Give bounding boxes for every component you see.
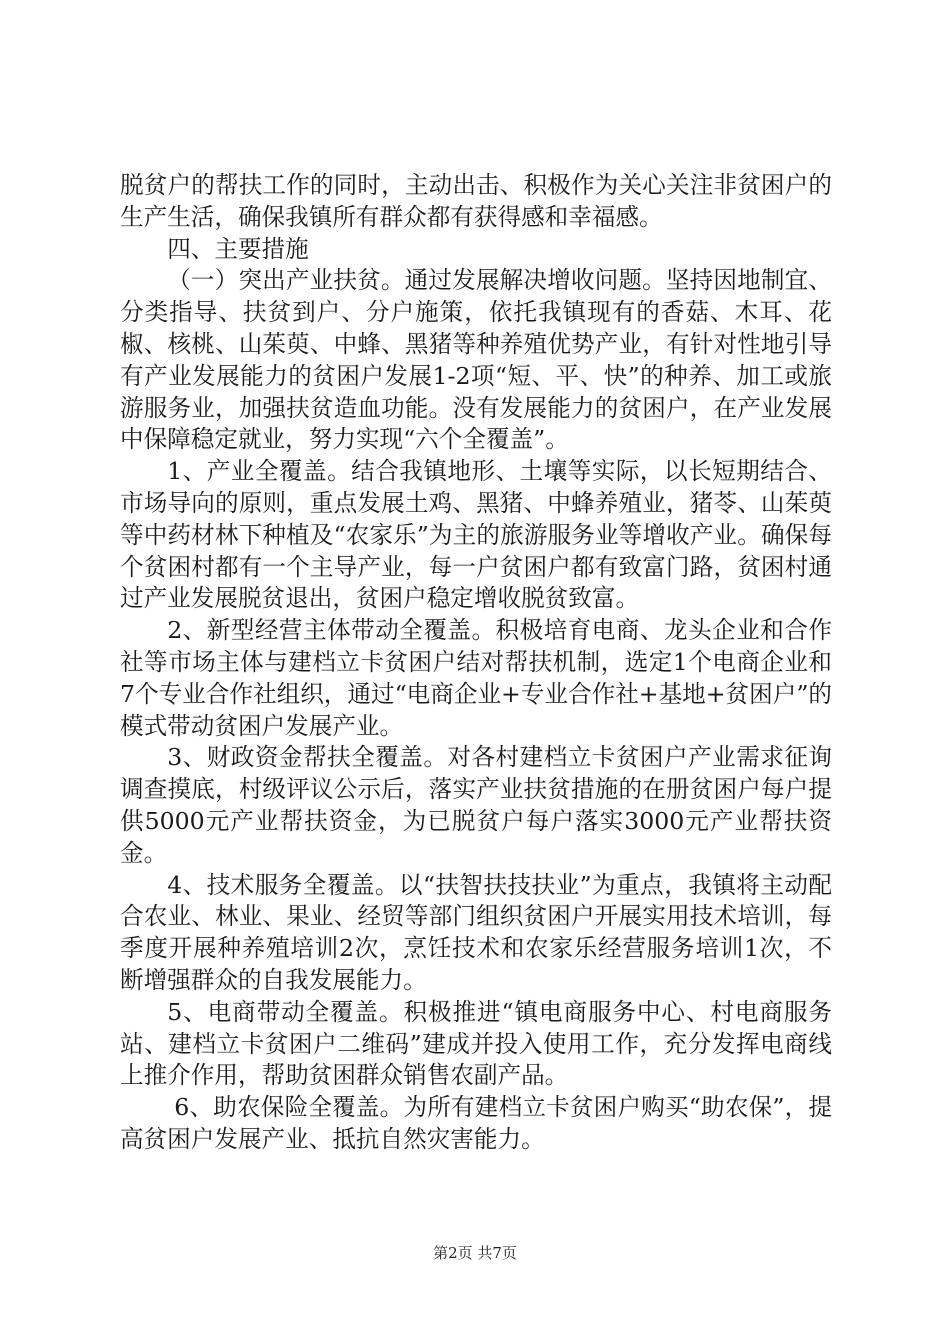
paragraph-continuation: 脱贫户的帮扶工作的同时，主动出击、积极作为关心关注非贫困户的生产生活，确保我镇所有群众都有获得感和幸福感。 [120,171,832,231]
paragraph-industry-poverty-alleviation: （一）突出产业扶贫。通过发展解决增收问题。坚持因地制宜、分类指导、扶贫到户、分户施策，依托我镇现有的香菇、木耳、花椒、核桃、山茱萸、中蜂、黑猪等种养殖优势产业，有针对性地引导有产业发展能力的贫困户发展1-2项“短、平、快”的种养、加工或旅游服务业，加强扶贫造血功能。没有发展能力的贫困户，在产业发展中保障稳定就业，努力实现“六个全覆盖”。 [120,266,832,454]
paragraph-item-5: 5、电商带动全覆盖。积极推进“镇电商服务中心、村电商服务站、建档立卡贫困户二维码”建成并投入使用工作，充分发挥电商线上推介作用，帮助贫困群众销售农副产品。 [120,997,832,1090]
paragraph-item-3: 3、财政资金帮扶全覆盖。对各村建档立卡贫困户产业需求征询调查摸底，村级评议公示后，落实产业扶贫措施的在册贫困户每户提供5000元产业帮扶资金，为已脱贫户每户落实3000元产业帮扶资金。 [120,743,832,867]
section-heading-main-measures: 四、主要措施 [167,234,309,263]
paragraph-item-6: 6、助农保险全覆盖。为所有建档立卡贫困户购买“助农保”，提高贫困户发展产业、抵抗自然灾害能力。 [120,1093,832,1153]
paragraph-item-2: 2、新型经营主体带动全覆盖。积极培育电商、龙头企业和合作社等市场主体与建档立卡贫困户结对帮扶机制，选定1个电商企业和7个专业合作社组织，通过“电商企业+专业合作社+基地+贫困户”的模式带动贫困户发展产业。 [120,616,832,740]
page-number-footer: 第2页 共7页 [433,1244,517,1262]
paragraph-item-4: 4、技术服务全覆盖。以“扶智扶技扶业”为重点，我镇将主动配合农业、林业、果业、经贸等部门组织贫困户开展实用技术培训，每季度开展种养殖培训2次，烹饪技术和农家乐经营服务培训1次，不断增强群众的自我发展能力。 [120,870,832,994]
document-body [120,170,832,1156]
paragraph-item-1: 1、产业全覆盖。结合我镇地形、土壤等实际，以长短期结合、市场导向的原则，重点发展土鸡、黑猪、中蜂养殖业，猪苓、山茱萸等中药材林下种植及“农家乐”为主的旅游服务业等增收产业。确保每个贫困村都有一个主导产业，每一户贫困户都有致富门路，贫困村通过产业发展脱贫退出，贫困户稳定增收脱贫致富。 [120,457,832,613]
